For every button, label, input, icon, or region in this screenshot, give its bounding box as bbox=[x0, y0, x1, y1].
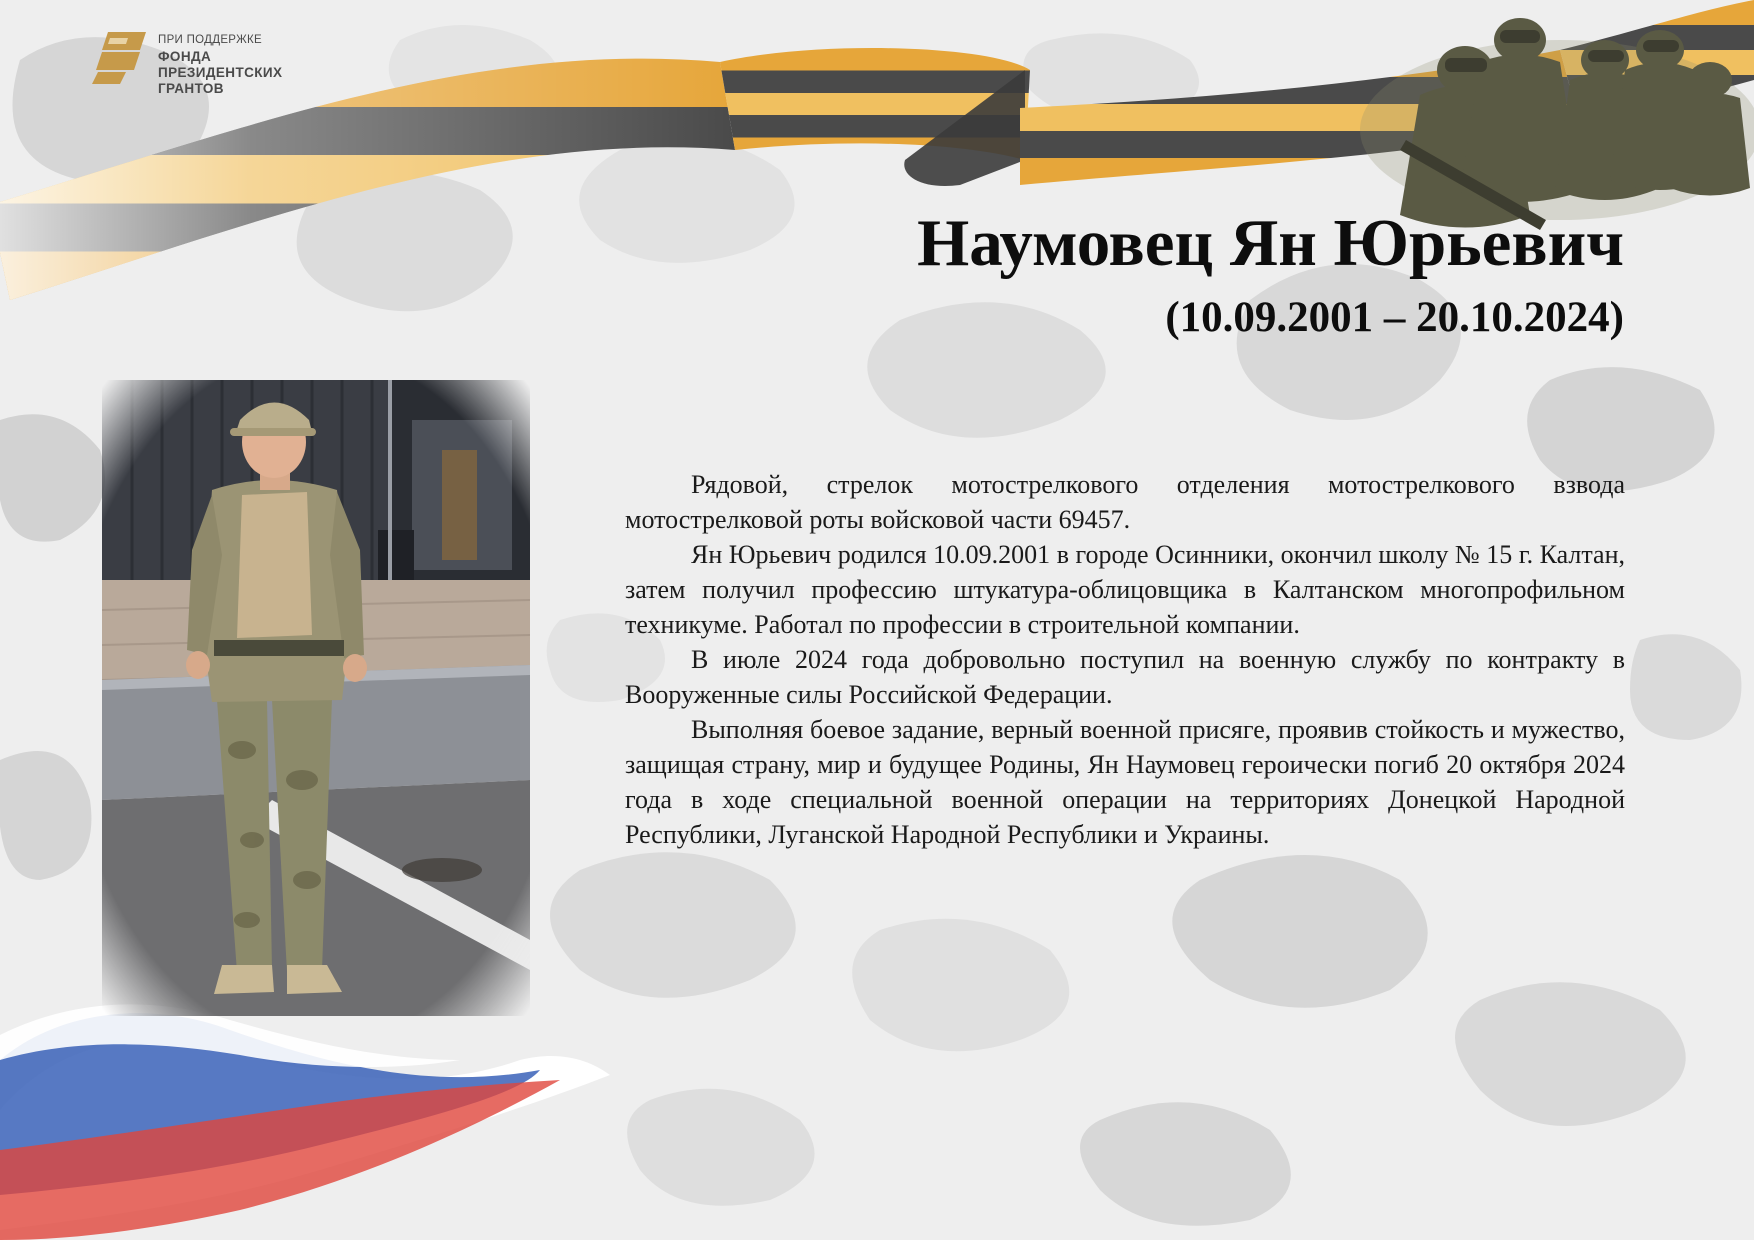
life-dates: (10.09.2001 – 20.10.2024) bbox=[1165, 294, 1624, 341]
logo-line: ФОНДА bbox=[158, 49, 212, 64]
person-name: Наумовец Ян Юрьевич bbox=[917, 206, 1624, 280]
biography-paragraph: В июле 2024 года добровольно поступил на военную службу по контракту в Вооруженные силы Российской Федерации. bbox=[625, 645, 1625, 709]
presidential-grants-fund-logo-icon bbox=[92, 30, 150, 86]
portrait-photo bbox=[102, 380, 530, 1016]
biography-text bbox=[625, 467, 1625, 852]
biography-paragraph: Ян Юрьевич родился 10.09.2001 в городе Осинники, окончил школу № 15 г. Калтан, затем получил профессию штукатура-облицовщика в Калтанском многопрофильном техникуме. Работал по профессии в строительной компании. bbox=[625, 540, 1625, 639]
presidential-grants-fund-logo bbox=[92, 30, 332, 110]
logo-line: ГРАНТОВ bbox=[158, 81, 224, 96]
logo-line: ПРЕЗИДЕНТСКИХ bbox=[158, 65, 283, 80]
biography-paragraph: Выполняя боевое задание, верный военной присяге, проявив стойкость и мужество, защищая страну, мир и будущее Родины, Ян Наумовец героически погиб 20 октября 2024 года в ходе специальной военной операции на территориях Донецкой Народной Республики, Луганской Народной Республики и Украины. bbox=[625, 715, 1625, 849]
biography-paragraph: Рядовой, стрелок мотострелкового отделения мотострелкового взвода мотострелковой роты войсковой части 69457. bbox=[625, 470, 1625, 534]
russian-flag-wave bbox=[0, 1004, 610, 1240]
logo-caption: ПРИ ПОДДЕРЖКЕ bbox=[158, 34, 263, 46]
